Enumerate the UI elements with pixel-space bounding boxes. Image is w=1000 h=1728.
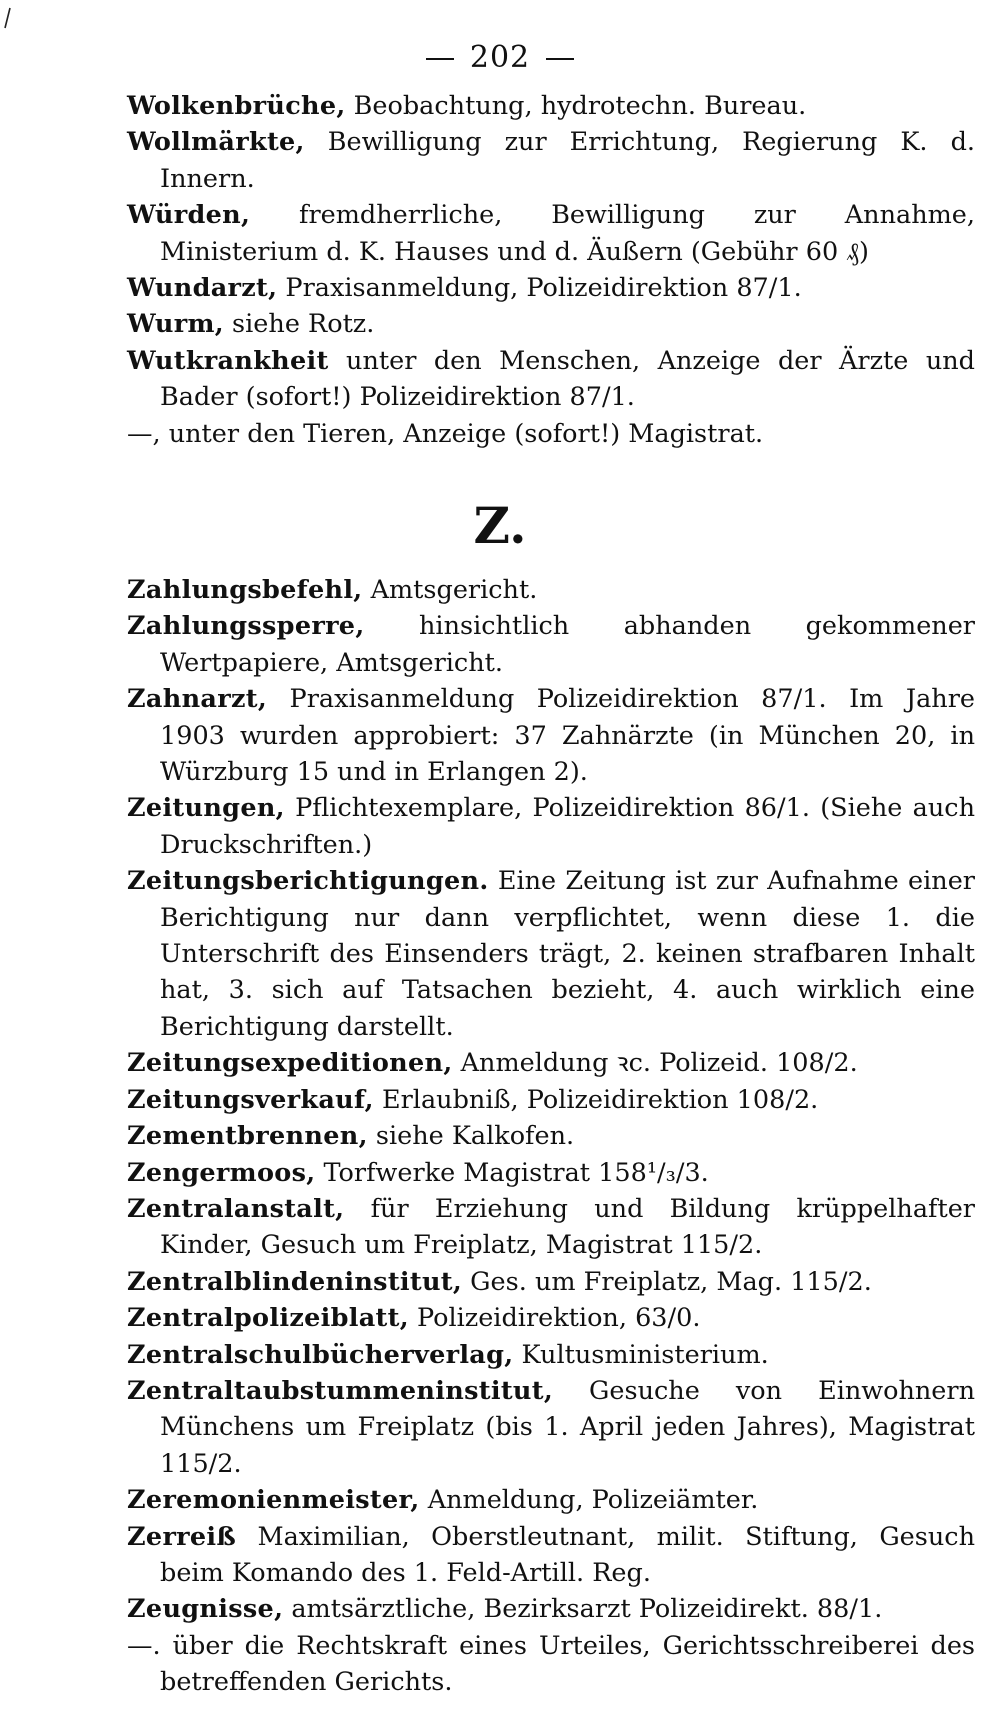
entry-zahlungssperre [127, 608, 975, 681]
entry-text: fremdherrliche, Bewilligung zur Annahme, Ministerium d. K. Hauses und d. Äußern (Gebühr 60 ₰) [160, 200, 975, 267]
entry-headword: Zeremonienmeister, [127, 1485, 420, 1516]
entry-headword: Würden, [127, 200, 251, 231]
entry-wollmaerkte [127, 124, 975, 197]
entry-headword: Wurm, [127, 309, 224, 340]
entry-text: siehe Kalkofen. [367, 1121, 575, 1152]
entry-zentralschulbuecherverlag [127, 1337, 975, 1373]
entry-headword: Wutkrankheit [127, 345, 329, 376]
z-entries-block [127, 572, 975, 1701]
entry-text: siehe Rotz. [223, 309, 375, 340]
page-number: 202 [469, 40, 531, 75]
entry-text: für Erziehung und Bildung krüppelhafter Kinder, Gesuch um Freiplatz, Magistrat 115/2. [160, 1193, 975, 1261]
entry-text: Bewilligung zur Errichtung, Regierung K. d. Innern. [160, 127, 975, 194]
entry-headword: Zengermoos, [127, 1157, 316, 1188]
entry-text: Kultusministerium. [513, 1339, 769, 1370]
entry-wuerden [127, 197, 975, 270]
entry-text: unter den Menschen, Anzeige der Ärzte und Bader (sofort!) Polizeidirektion 87/1. [160, 345, 975, 413]
entry-text: Maximilian, Oberstleutnant, milit. Stiftung, Gesuch beim Komando des 1. Feld-Artill. Reg. [160, 1521, 975, 1588]
entry-headword: Zahnarzt, [127, 684, 268, 715]
entry-zeitungsexpeditionen [127, 1045, 975, 1081]
entry-zeitungsberichtigungen [127, 863, 975, 1045]
entry-text: über die Rechtskraft eines Urteiles, Gerichtsschreiberei des betreffenden Gerichts. [160, 1630, 975, 1698]
entry-text: Gesuche von Einwohnern Münchens um Freiplatz (bis 1. April jeden Jahres), Magistrat 115/2. [160, 1375, 975, 1479]
entry-text: Amtsgericht. [362, 575, 538, 605]
entry-headword: Zentralschulbücherverlag, [127, 1339, 514, 1370]
entry-zeitungen [127, 790, 975, 863]
entry-text: Beobachtung, hydrotechn. Bureau. [345, 91, 807, 121]
entry-text: Eine Zeitung ist zur Aufnahme einer Berichtigung nur dann verpflichtet, wenn diese 1. die Unterschrift des Einsenders trägt, 2. keinen strafbaren Inhalt hat, 3. sich auf Tatsachen bezieht, 4. auch wirklich eine Berichtigung darstellt. [160, 866, 975, 1042]
scan-corner-mark [2, 6, 12, 30]
entry-headword: Zahlungsbefehl, [127, 575, 363, 605]
entry-wurm [127, 306, 975, 342]
entry-zentralpolizeiblatt [127, 1300, 975, 1336]
entry-text: Anmeldung, Polizeiämter. [419, 1485, 759, 1516]
entry-headword: Zeitungen, [127, 793, 285, 824]
entry-headword: Wollmärkte, [127, 127, 305, 158]
entry-headword: Zeitungsberichtigungen. [127, 866, 489, 897]
entry-text: amtsärztliche, Bezirksarzt Polizeidirekt. 88/1. [283, 1594, 883, 1625]
entry-dash: —. [127, 1630, 161, 1661]
entry-dash: —, [127, 418, 161, 449]
entry-headword: Zentralanstalt, [127, 1193, 345, 1224]
entry-wundarzt [127, 270, 975, 306]
entry-zahnarzt [127, 681, 975, 790]
entry-zerreiss [127, 1519, 975, 1592]
entry-zahlungsbefehl [127, 572, 975, 608]
entry-wutkrankheit-tiere [127, 416, 975, 452]
page-number-header [0, 38, 1000, 78]
entry-headword: Zentralpolizeiblatt, [127, 1303, 409, 1334]
section-letter-z: Z. [473, 496, 527, 555]
entry-text: Anmeldung ꝛc. Polizeid. 108/2. [452, 1048, 858, 1079]
entry-headword: Zeitungsexpeditionen, [127, 1048, 453, 1079]
entry-zeugnisse-rechtskraft [127, 1628, 975, 1701]
entry-wutkrankheit [127, 343, 975, 416]
entry-zeitungsverkauf [127, 1082, 975, 1118]
entry-headword: Zeitungsverkauf, [127, 1084, 374, 1115]
entry-text: unter den Tieren, Anzeige (sofort!) Magistrat. [160, 418, 764, 449]
entry-text: Praxisanmeldung, Polizeidirektion 87/1. [277, 273, 802, 304]
entry-text: Pflichtexemplare, Polizeidirektion 86/1. (Siehe auch Druckschriften.) [160, 793, 975, 860]
entry-headword: Zementbrennen, [127, 1121, 368, 1152]
left-dash [426, 58, 454, 60]
entry-headword: Wundarzt, [127, 273, 278, 304]
entry-zentralanstalt [127, 1191, 975, 1264]
entry-zeremonienmeister [127, 1482, 975, 1518]
entry-text: Erlaubniß, Polizeidirektion 108/2. [373, 1084, 819, 1115]
entry-zeugnisse [127, 1591, 975, 1627]
entry-text: hinsichtlich abhanden gekommener Wertpapiere, Amtsgericht. [160, 611, 975, 678]
entry-zementbrennen [127, 1118, 975, 1154]
entry-headword: Zeugnisse, [127, 1594, 284, 1625]
w-entries-block [127, 88, 975, 452]
entry-headword: Zahlungssperre, [127, 611, 365, 642]
right-dash [546, 58, 574, 60]
entry-zengermoos [127, 1155, 975, 1191]
entry-headword: Zentralblindeninstitut, [127, 1266, 463, 1297]
entry-text: Torfwerke Magistrat 158¹/₃/3. [315, 1157, 709, 1188]
entry-headword: Wolkenbrüche, [127, 91, 346, 121]
entry-zentralblindeninstitut [127, 1264, 975, 1300]
entry-wolkenbrueche [127, 88, 975, 124]
entry-text: Polizeidirektion, 63/0. [408, 1303, 701, 1334]
entry-headword: Zentraltaubstummeninstitut, [127, 1375, 553, 1406]
entry-zentraltaubstummeninstitut [127, 1373, 975, 1482]
entry-text: Praxisanmeldung Polizeidirektion 87/1. Im Jahre 1903 wurden approbiert: 37 Zahnärzte (in München 20, in Würzburg 15 und in Erlangen 2). [160, 684, 975, 788]
entry-headword: Zerreiß [127, 1521, 237, 1552]
entry-text: Ges. um Freiplatz, Mag. 115/2. [462, 1266, 872, 1297]
